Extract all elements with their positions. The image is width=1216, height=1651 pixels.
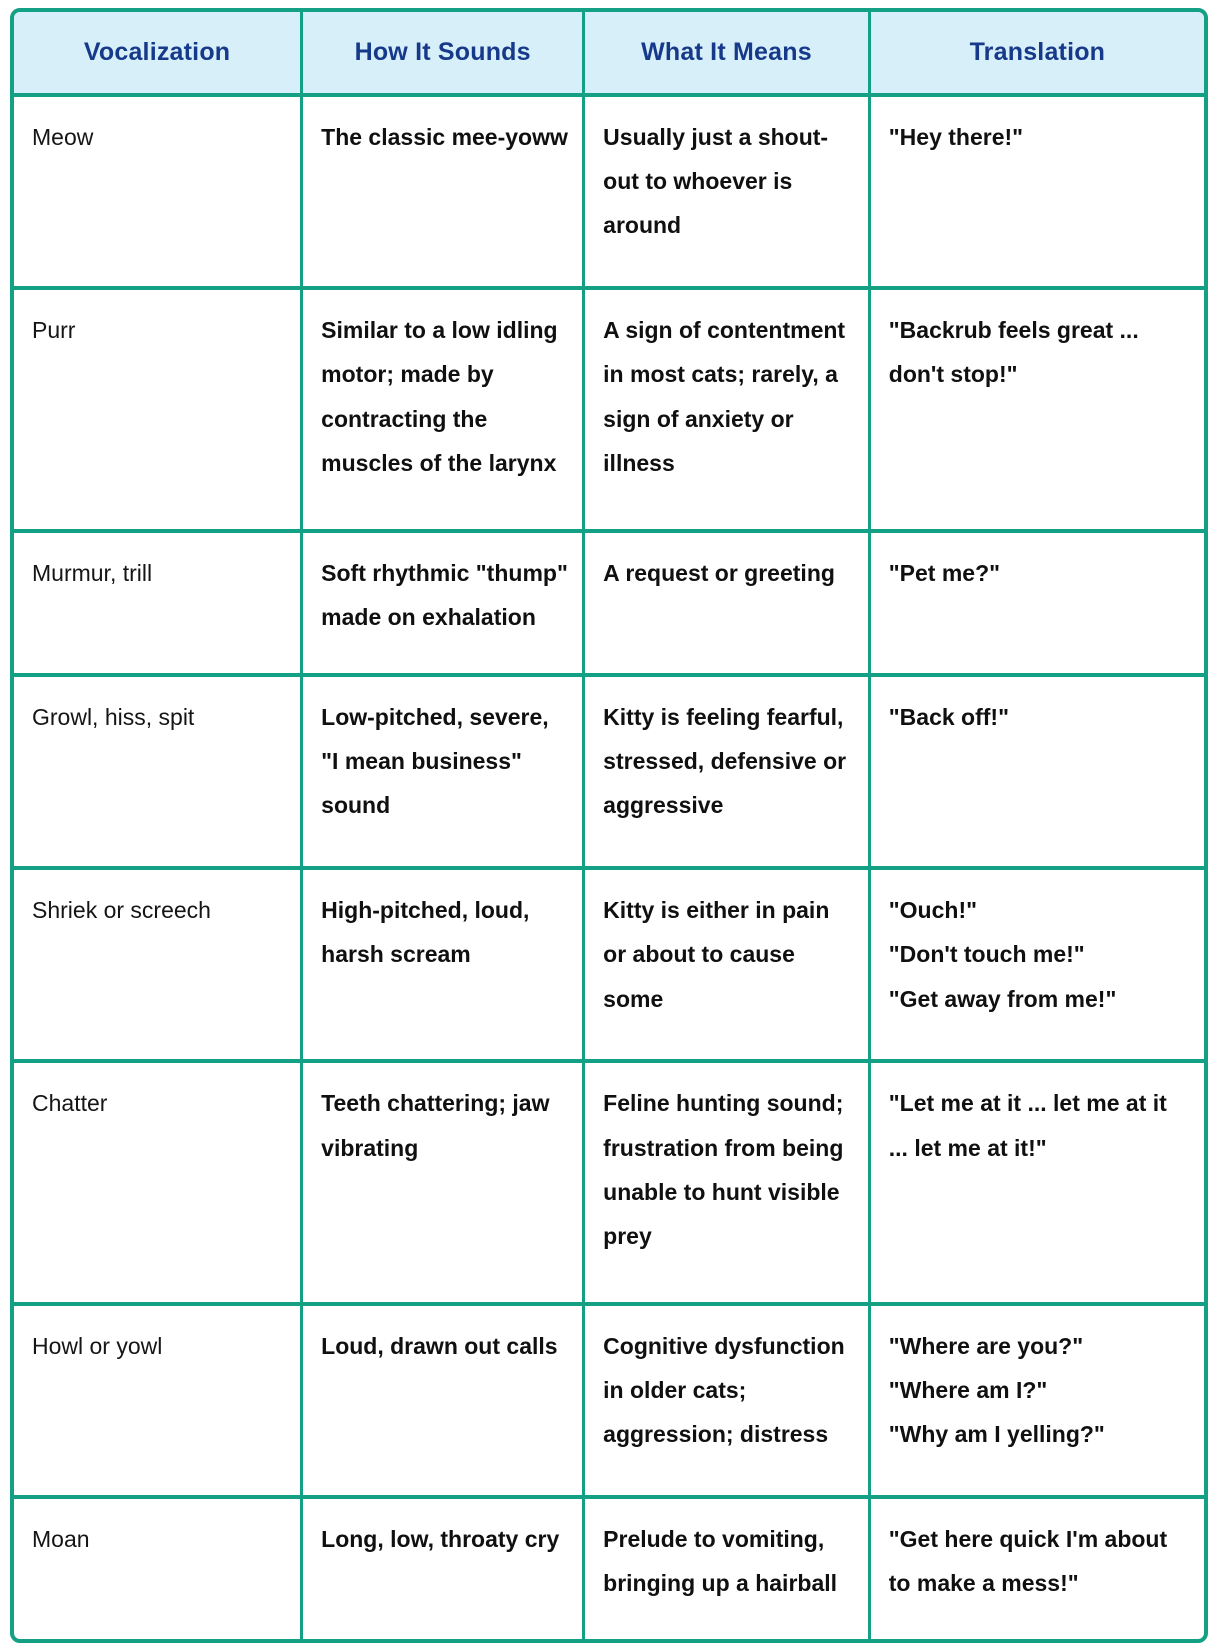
cell-translation: [871, 97, 1204, 290]
translation-line: "Let me at it ... let me at it ... let me at it!": [888, 1090, 1167, 1161]
header-row: [14, 12, 1204, 97]
table-row: [14, 1306, 1204, 1499]
cell-vocalization: Meow: [14, 97, 303, 290]
cell-vocalization: Moan: [14, 1499, 303, 1639]
translation-line: "Why am I yelling?": [888, 1421, 1105, 1448]
table-body: [14, 97, 1204, 1639]
translation-line: "Where am I?": [888, 1376, 1048, 1403]
translation-line: "Get away from me!": [888, 985, 1117, 1012]
cell-how-it-sounds: Low-pitched, severe, "I mean business" sound: [303, 677, 585, 870]
translation-line: "Pet me?": [888, 559, 1001, 586]
cell-how-it-sounds: Soft rhythmic "thump" made on exhalation: [303, 533, 585, 677]
cell-translation: [871, 290, 1204, 532]
cell-what-it-means: Kitty is feeling fearful, stressed, defensive or aggressive: [585, 677, 871, 870]
column-header-how-it-sounds: How It Sounds: [303, 12, 585, 97]
table-row: [14, 677, 1204, 870]
cell-what-it-means: Cognitive dysfunction in older cats; aggression; distress: [585, 1306, 871, 1499]
cell-translation: [871, 533, 1204, 677]
cell-vocalization: Murmur, trill: [14, 533, 303, 677]
table-row: [14, 870, 1204, 1063]
cell-translation: [871, 870, 1204, 1063]
table-row: [14, 533, 1204, 677]
cell-how-it-sounds: The classic mee-yoww: [303, 97, 585, 290]
cell-what-it-means: A request or greeting: [585, 533, 871, 677]
cell-how-it-sounds: Teeth chattering; jaw vibrating: [303, 1063, 585, 1305]
cell-what-it-means: Prelude to vomiting, bringing up a hairball: [585, 1499, 871, 1639]
table-header: [14, 12, 1204, 97]
cell-how-it-sounds: Long, low, throaty cry: [303, 1499, 585, 1639]
table-row: [14, 97, 1204, 290]
cell-how-it-sounds: Loud, drawn out calls: [303, 1306, 585, 1499]
translation-line: "Backrub feels great ... don't stop!": [888, 317, 1139, 388]
translation-line: "Get here quick I'm about to make a mess!": [888, 1526, 1168, 1597]
cell-how-it-sounds: Similar to a low idling motor; made by contracting the muscles of the larynx: [303, 290, 585, 532]
cat-vocalization-table: [10, 8, 1208, 1643]
cell-translation: [871, 1306, 1204, 1499]
translation-line: "Ouch!": [888, 897, 978, 924]
translation-line: "Hey there!": [888, 124, 1024, 150]
cell-translation: [871, 677, 1204, 870]
cell-vocalization: Chatter: [14, 1063, 303, 1305]
table-row: [14, 290, 1204, 532]
column-header-what-it-means: What It Means: [585, 12, 871, 97]
translation-line: "Where are you?": [888, 1332, 1084, 1359]
cell-vocalization: Shriek or screech: [14, 870, 303, 1063]
translation-line: "Don't touch me!": [888, 941, 1085, 968]
cell-what-it-means: A sign of contentment in most cats; rarely, a sign of anxiety or illness: [585, 290, 871, 532]
cell-vocalization: Howl or yowl: [14, 1306, 303, 1499]
cell-what-it-means: Usually just a shout-out to whoever is around: [585, 97, 871, 290]
cell-what-it-means: Feline hunting sound; frustration from being unable to hunt visible prey: [585, 1063, 871, 1305]
cell-translation: [871, 1499, 1204, 1639]
column-header-vocalization: Vocalization: [14, 12, 303, 97]
cell-vocalization: Growl, hiss, spit: [14, 677, 303, 870]
table-row: [14, 1063, 1204, 1305]
translation-line: "Back off!": [888, 703, 1009, 730]
column-header-translation: Translation: [871, 12, 1204, 97]
cell-what-it-means: Kitty is either in pain or about to cause some: [585, 870, 871, 1063]
cell-how-it-sounds: High-pitched, loud, harsh scream: [303, 870, 585, 1063]
cell-vocalization: Purr: [14, 290, 303, 532]
cell-translation: [871, 1063, 1204, 1305]
table-row: [14, 1499, 1204, 1639]
